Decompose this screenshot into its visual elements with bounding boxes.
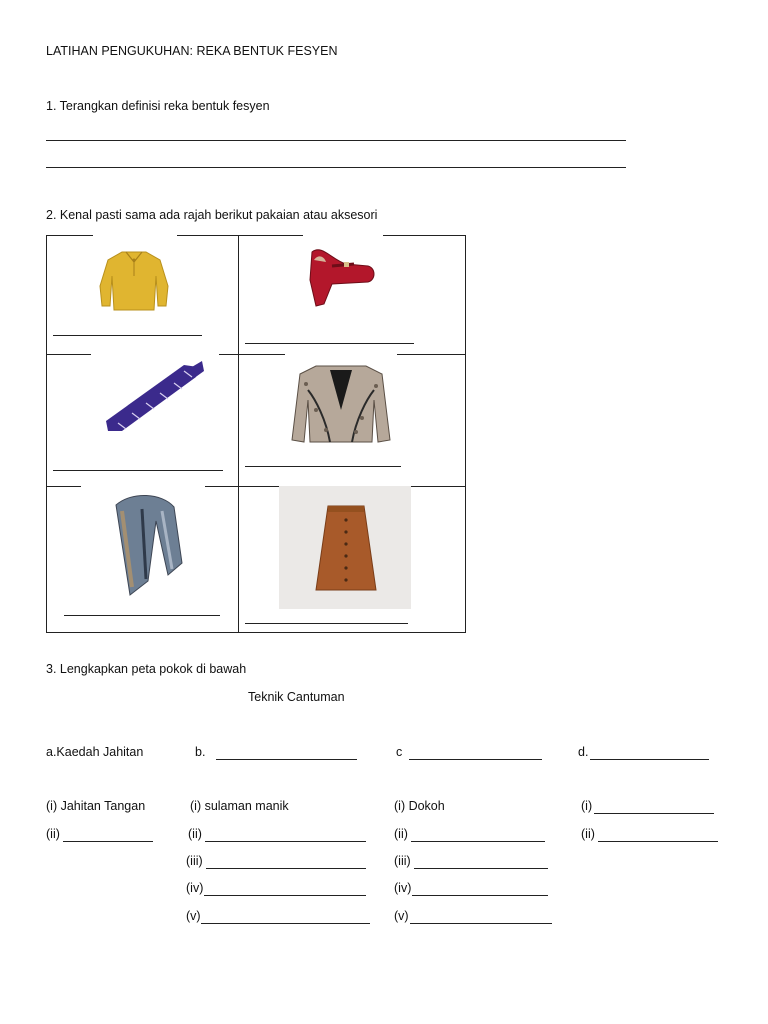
blouse-icon [94, 246, 174, 312]
branch-b-label: b. [195, 745, 206, 759]
branch-c-item-2-answer[interactable] [411, 841, 545, 842]
branch-c-label: c [396, 745, 403, 759]
branch-b-item-3-answer[interactable] [206, 868, 366, 869]
answer-line-skirt[interactable] [245, 623, 408, 624]
branch-b-item-2-answer[interactable] [205, 841, 366, 842]
branch-b-item-5-label: (v) [186, 909, 201, 923]
border-gap [93, 234, 177, 237]
answer-line-necktie[interactable] [53, 470, 223, 471]
branch-c-item-2-label: (ii) [394, 827, 408, 841]
branch-b-item-4-label: (iv) [186, 881, 204, 895]
question-3: 3. Lengkapkan peta pokok di bawah [46, 662, 247, 676]
branch-b-item-4-answer[interactable] [204, 895, 366, 896]
branch-d-answer[interactable] [590, 759, 709, 760]
branch-c-item-4-label: (iv) [394, 881, 412, 895]
branch-b-item-1: (i) sulaman manik [190, 799, 289, 813]
branch-c-item-1: (i) Dokoh [394, 799, 445, 813]
branch-c-item-5-answer[interactable] [410, 923, 552, 924]
answer-line-2[interactable] [46, 167, 626, 168]
branch-c-item-3-label: (iii) [394, 854, 411, 868]
branch-b-answer[interactable] [216, 759, 357, 760]
branch-b-item-2-label: (ii) [188, 827, 202, 841]
border-gap [303, 234, 383, 237]
answer-line-shoe[interactable] [245, 343, 414, 344]
table-divider [238, 236, 239, 632]
tree-root: Teknik Cantuman [248, 690, 345, 704]
skirt-icon [314, 504, 378, 592]
branch-a-item-1: (i) Jahitan Tangan [46, 799, 146, 813]
branch-c-answer[interactable] [409, 759, 542, 760]
question-2: 2. Kenal pasti sama ada rajah berikut pakaian atau aksesori [46, 208, 378, 222]
blazer-icon [286, 360, 396, 446]
border-gap [81, 484, 205, 487]
branch-a-label: a.Kaedah Jahitan [46, 745, 144, 759]
shoe-icon [302, 240, 378, 310]
answer-line-scarf[interactable] [64, 615, 220, 616]
branch-d-label: d. [578, 745, 589, 759]
branch-c-item-5-label: (v) [394, 909, 409, 923]
border-gap [91, 352, 219, 355]
answer-line-blouse[interactable] [53, 335, 202, 336]
branch-a-item-2-label: (ii) [46, 827, 60, 841]
worksheet-title: LATIHAN PENGUKUHAN: REKA BENTUK FESYEN [46, 44, 338, 58]
branch-d-item-2-answer[interactable] [598, 841, 718, 842]
scarf-icon [102, 491, 186, 599]
branch-c-item-3-answer[interactable] [414, 868, 548, 869]
branch-d-item-1-label: (i) [581, 799, 593, 813]
branch-c-item-4-answer[interactable] [412, 895, 548, 896]
border-gap [285, 352, 397, 355]
question-1: 1. Terangkan definisi reka bentuk fesyen [46, 99, 270, 113]
branch-d-item-1-answer[interactable] [594, 813, 714, 814]
branch-a-item-2-answer[interactable] [63, 841, 153, 842]
necktie-icon [98, 357, 208, 435]
answer-line-1[interactable] [46, 140, 626, 141]
branch-d-item-2-label: (ii) [581, 827, 595, 841]
branch-b-item-3-label: (iii) [186, 854, 203, 868]
answer-line-blazer[interactable] [245, 466, 401, 467]
branch-b-item-5-answer[interactable] [201, 923, 370, 924]
